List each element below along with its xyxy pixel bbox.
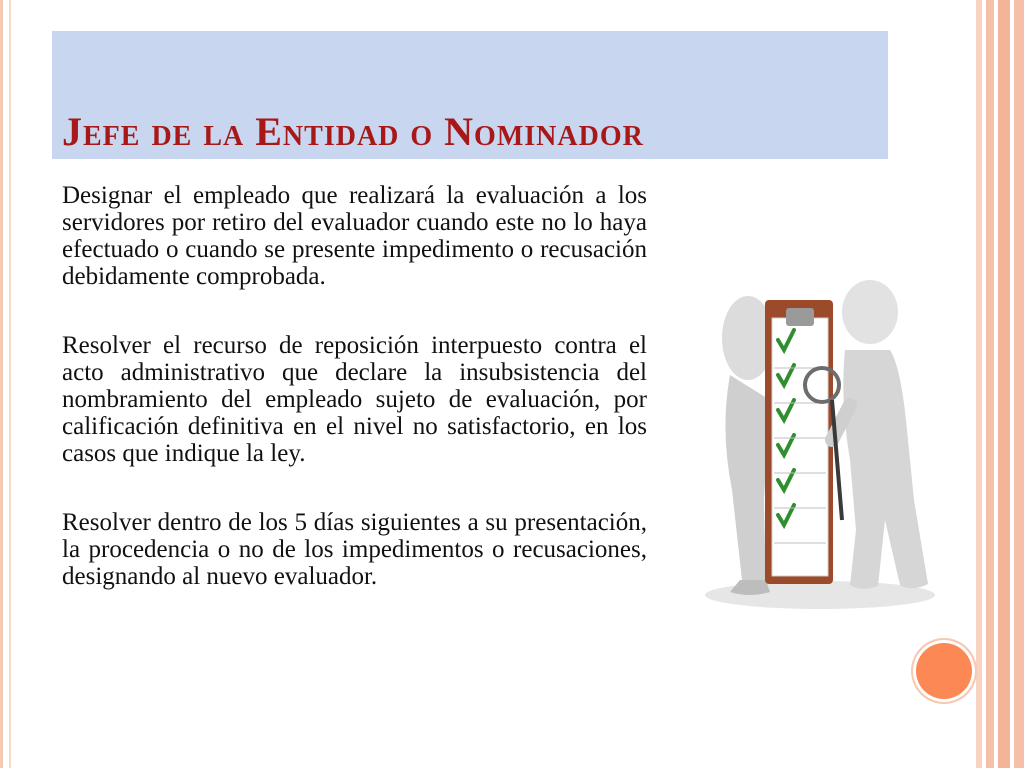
right-decorative-stripes — [976, 0, 1024, 768]
paragraph-designar: Designar el empleado que realizará la evaluación a los servidores por retiro del evaluador cuando este no lo haya efectuado o cuando se presente impedimento o recusación debidamente comprobada. — [62, 182, 647, 290]
clipboard-checklist-figures-icon — [700, 200, 940, 640]
slide-title: Jefe de la Entidad o Nominador — [62, 109, 644, 154]
slide-body — [62, 182, 647, 632]
paragraph-resolver-recurso: Resolver el recurso de reposición interpuesto contra el acto administrativo que declare la insubsistencia del nombramiento del empleado sujeto de evaluación, por calificación definitiva en el nivel no satisfactorio, en los casos que indique la ley. — [62, 332, 647, 467]
orange-accent-circle — [913, 640, 975, 702]
left-decorative-border — [0, 0, 14, 768]
paragraph-resolver-impedimentos: Resolver dentro de los 5 días siguientes a su presentación, la procedencia o no de los impedimentos o recusaciones, designando al nuevo evaluador. — [62, 509, 647, 590]
